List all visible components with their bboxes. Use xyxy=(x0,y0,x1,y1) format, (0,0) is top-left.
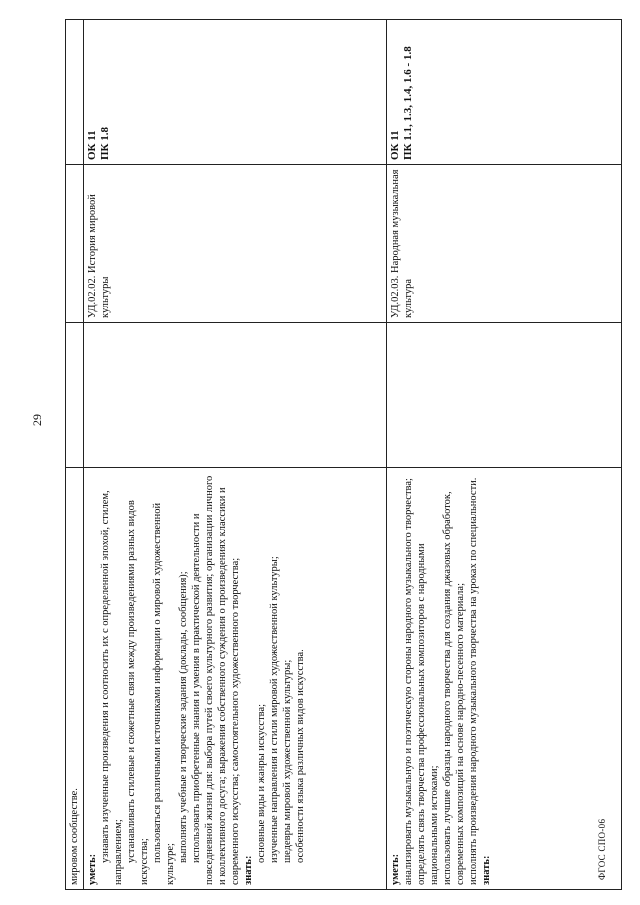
skill-item: узнавать изученные произведения и соотносить их с определенной эпохой, стилем, направлением; xyxy=(100,490,124,885)
rotated-table-wrapper xyxy=(65,20,610,890)
skill-item: использовать приобретенные знания и умения в практической деятельности и повседневной жизни для: выбора путей своего культурного развития; организации личного и коллективного досуга; выражения собственного суждения о произведениях классики и современного искусства; самостоятельного художественного творчества; xyxy=(191,475,241,885)
footer-code: ФГОС СПО-06 xyxy=(597,818,607,880)
empty-cell xyxy=(66,165,84,323)
competency-code: ОК 11 xyxy=(86,130,98,160)
knowledge-item: основные виды и жанры искусства; xyxy=(256,703,267,863)
skill-item: пользоваться различными источниками информации о мировой художественной культуре; xyxy=(152,502,176,885)
empty-cell xyxy=(84,323,387,468)
skill-item: использовать лучшие образцы народного творчества для создания джазовых обработок, современных композиций на основе народно-песенного материала; xyxy=(442,491,466,885)
discipline-name: УД.02.02. История мировой культуры xyxy=(87,194,111,318)
table-row xyxy=(84,20,387,890)
requirements-cell xyxy=(84,468,387,890)
empty-cell xyxy=(387,323,622,468)
skill-item: определять связь творчества профессиональных композиторов с народными национальными истоками; xyxy=(416,543,440,885)
page-number: 29 xyxy=(30,414,44,426)
competency-cell xyxy=(387,20,622,165)
skill-item: исполнять произведения народного музыкального творчества на уроках по специальности. xyxy=(468,477,479,885)
table-row xyxy=(66,20,84,890)
skills-title: уметь: xyxy=(390,853,401,885)
discipline-cell xyxy=(387,165,622,323)
competency-code: ПК 1.1, 1.3, 1.4, 1.6 - 1.8 xyxy=(402,46,414,160)
empty-cell xyxy=(66,323,84,468)
competency-cell xyxy=(84,20,387,165)
knowledge-title: знать: xyxy=(481,855,492,885)
continuation-text: мировом сообществе. xyxy=(69,788,80,885)
skill-item: выполнять учебные и творческие задания (доклады, сообщения); xyxy=(178,571,189,863)
continuation-cell xyxy=(66,468,84,890)
requirements-cell xyxy=(387,468,622,890)
skills-title: уметь: xyxy=(87,853,98,885)
discipline-name: УД.02.03. Народная музыкальная культура xyxy=(390,169,414,318)
competency-code: ПК 1.8 xyxy=(99,126,111,160)
curriculum-table xyxy=(65,19,622,890)
knowledge-item: особенности языка различных видов искусства. xyxy=(295,649,306,863)
empty-cell xyxy=(66,20,84,165)
competency-code: ОК 11 xyxy=(389,130,401,160)
table-row xyxy=(387,20,622,890)
knowledge-title: знать: xyxy=(243,855,254,885)
knowledge-item: изученные направления и стили мировой художественной культуры; xyxy=(269,556,280,863)
skill-item: анализировать музыкальную и поэтическую стороны народного музыкального творчества; xyxy=(403,478,414,885)
knowledge-item: шедевры мировой художественной культуры; xyxy=(282,659,293,863)
skill-item: устанавливать стилевые и сюжетные связи между произведениями разных видов искусства; xyxy=(126,500,150,885)
discipline-cell xyxy=(84,165,387,323)
